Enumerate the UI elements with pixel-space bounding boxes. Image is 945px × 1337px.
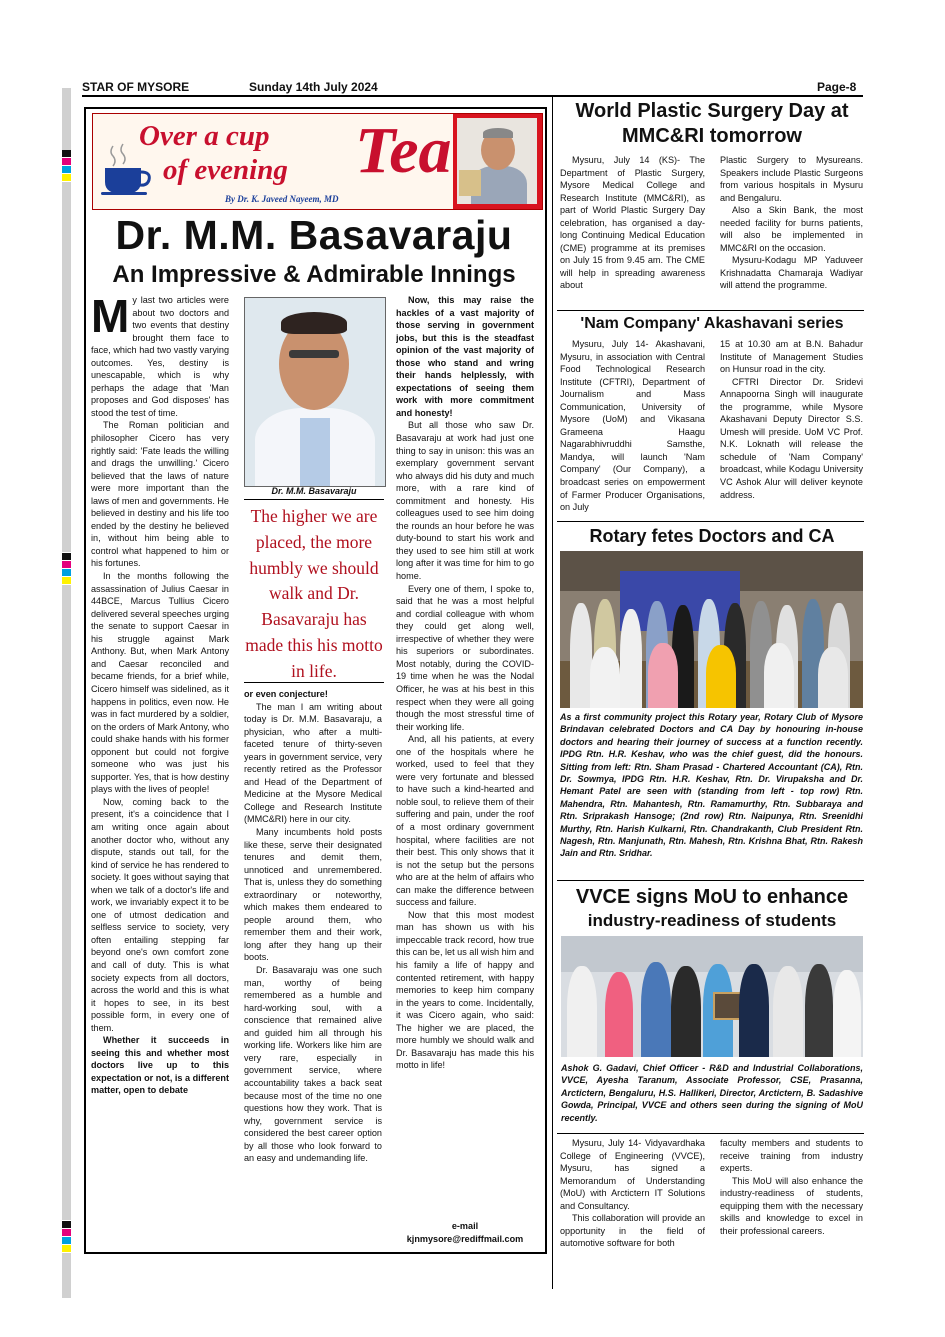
paragraph: CFTRI Director Dr. Sridevi Annapoorna Singh will inaugurate the programme, while Mysore Akashavani Deputy Director S.S. Umesh will preside. UoM VC Prof. N.K. Loknath will release the schedule of 'Nam Company' broadcast, while Kodagu University VC Ashok Alur will deliver keynote address. — [720, 376, 863, 500]
quote-rule — [244, 682, 384, 683]
story2-headline: 'Nam Company' Akashavani series — [580, 315, 844, 332]
paragraph: The man I am writing about today is Dr. M.M. Basavaraju, a physician, who after a multi-faceted tenure of thirty-seven years in government service, very recently retired as the Professor and Head of the Department of Medicine at the Mysore Medical College and Research Institute (MMC&RI) here in our city. — [244, 701, 382, 825]
banner-line1: Over a cup — [139, 120, 270, 152]
paragraph: This MoU will also enhance the industry-readiness of students, equipping them with the necessary skills and knowledge to excel in their professional careers. — [720, 1175, 863, 1236]
paragraph: Now that this most modest man has shown us with his impeccable track record, how true this can be, let us all wish him and his family a life of happy and contented retirement, with happy memories to keep him company in the years to come. Incidentally, it was Cicero again, who said: The higher we are placed, the more humbly we should walk and Dr. Basavaraju has made this his motto in life! — [396, 909, 534, 1071]
portrait-caption: Dr. M.M. Basavaraju — [271, 486, 357, 496]
story4-headline-line1: VVCE signs MoU to enhance — [575, 886, 849, 908]
paragraph: Dr. Basavaraju was one such man, worthy of being remembered as a humble and hard-working soul, with a conscience that remained alive and guided him all through his working life. Workers like him are very rare, especially in government service, where accountability takes a back seat because most of the time no one questions how they work. That is why, government service is considered the best career option by all those who look forward to an easy and undemanding life. — [244, 965, 382, 1164]
story3-caption: As a first community project this Rotary year, Rotary Club of Mysore Brindavan celebrated Doctors and CA Day by honouring in-house doctors and hearing their journey of success at a function recently. IPDG Rtn. H.R. Keshav, who was the chief guest, did the honours. Sitting from left: Rtn. Sham Prasad - Chartered Accountant (CA), Rtn. Dr. Sowmya, IPDG Rtn. H.R. Keshav, Rtn. Dr. Virupaksha and Dr. Hemant Patel are seen with (standing from left - top row) Rtn. Mahendra, Rtn. Mahantesh, Rtn. Ramamurthy, Rtn. Subbaraya and Rtn. Sriprakash Hansoge; (2nd row) Rtn. Naipunya, Rtn. Sreenidhi Murthy, Rtn. Harish Kulkarni, Rtn. Chandrakanth, Club President Rtn. Nagesh, Rtn. Manjunath, Rtn. Mahesh, Rtn. Krishna Bhat, Rtn. Rakesh Jain and Rtn. Sridhar. — [560, 712, 863, 859]
paragraph: Every one of them, I spoke to, said that he was a most helpful and cordial colleague with whom they could get along well, irrespective of whether they were his superiors or subordinates. Most notably, during the COVID-19 time when he was the Nodal Officer, he was at his best in this respect when they were all going though the most stressful time of their working life. — [396, 583, 534, 732]
paragraph: Many incumbents hold posts like these, serve their designated tenures and demit them, unnoticed and unremembered. That is, unless they do something extraordinary or noteworthy, which makes them endeared to people around them, who remember them and their work, long after they hang up their boots. — [244, 827, 382, 963]
paragraph: y last two articles were about two doctors and two events that destiny brought them face to face, which had two vastly varying outcomes. Yes, destiny is unescapable, which is why perhaps the adage that 'Man proposes and God disposes' has stood the test of time. — [91, 295, 229, 418]
paragraph: 15 at 10.30 am at B.N. Bahadur Institute of Management Studies on Hunsur road in the city. — [720, 339, 863, 375]
article-subtitle: An Impressive & Admirable Innings — [112, 261, 516, 288]
issue-date: Sunday 14th July 2024 — [249, 80, 378, 94]
story3-headline: Rotary fetes Doctors and CA — [589, 526, 835, 546]
paragraph: And, all his patients, at every one of the hospitals where he worked, used to feel that they were very fortunate and blessed to have such a kind-hearted and noble soul, to relieve them of their suffering and pain, under the roof of a most ordinary government hospital, where facilities are not their best. This only shows that it is not the setup but the persons who are at the helm of affairs who can make the difference between success and failure. — [396, 734, 534, 908]
mou-signing-photo — [561, 936, 863, 1057]
paragraph: In the months following the assassination of Julius Caesar in 44BCE, Marcus Tullius Cicero delivered several speeches urging the senate to support Caesar in his struggle against Mark Anthony. But, when Mark Antony and Caesar reconciled and became friends, for a brief while, Cicero himself was sidelined, as it happens in politics, even now. He was in fact murdered by a soldier, on the orders of Mark Antony, who could shake hands with his former opponent but could not forgive someone who was just his supporter. Yes, that is how destiny plays with the lives of people! — [91, 571, 229, 795]
email-address[interactable]: kjnmysore@rediffmail.com — [406, 1234, 524, 1244]
article-column-3 — [396, 294, 534, 1219]
story1-right-column — [720, 154, 863, 308]
paragraph: Now, coming back to the present, it's a coincidence that I am writing once again about another doctor who, without any dispute, stands out tall, for the kind of service he has rendered to society. It goes without saying that when we talk of a doctor's life and work, we invariably expect it to be one of utmost dedication and selfless service to society, very often entailing stepping far beyond one's own comfort zone and call of duty. This is what society expects from all doctors, across the world and this is what it hopes to see, in its best possible form, in every one of them. — [91, 796, 229, 1033]
registration-mark-black — [62, 553, 71, 560]
drop-cap: M — [91, 294, 130, 342]
story4-left-column — [560, 1137, 705, 1267]
article-column-2 — [244, 688, 382, 1250]
margin-strip — [62, 585, 71, 1220]
registration-mark-black — [62, 150, 71, 157]
story2-left-column — [560, 338, 705, 520]
paragraph: Mysuru, July 14 (KS)- The Department of Plastic Surgery, Mysore Medical College and Research Institute (MMC&RI), as part of World Plastic Surgery Day celebration, has organised a day-long Continuing Medical Education (CME) programme at its premises on July 15 from 9.45 am. The CME will help in spreading awareness about — [560, 155, 705, 291]
email-label: e-mail — [451, 1221, 479, 1231]
paragraph: Now, this may raise the hackles of a vast majority of those serving in government jobs, but this is the steadfast opinion of the vast majority of those who stand and wring their hands helplessly, with expectations of seeing them work with more commitment and honesty! — [396, 295, 534, 418]
paragraph: Also a Skin Bank, the most needed facility for burns patients, will also be implemented in MMC&RI on the occasion. — [720, 205, 863, 253]
registration-mark-magenta — [62, 561, 71, 568]
story4-caption: Ashok G. Gadavi, Chief Officer - R&D and Industrial Collaborations, VVCE, Ayesha Taranum, Associate Professor, CSE, Prasanna, Arctictern, Bengaluru, H.S. Hallikeri, Director, Arctictern, B. Sadashive Gowda, Principal, VVCE and others seen during the signing of MoU recently. — [561, 1063, 863, 1123]
caption-rule — [244, 499, 384, 500]
story-rule — [557, 521, 864, 522]
registration-mark-cyan — [62, 166, 71, 173]
story4-headline-line2: industry-readiness of students — [587, 911, 837, 930]
story2-right-column — [720, 338, 863, 520]
paragraph: But all those who saw Dr. Basavaraju at work had just one thing to say in unison: this was an exemplary government servant who always did his duty and much more, with a rare kind of commitment and honesty. His colleagues used to see him doing the rounds an hour before he was duty-bound to start his work and they used to see him still at work long after it was time for him to go home. — [396, 420, 534, 582]
pull-quote: The higher we are placed, the more humbly we should walk and Dr. Basavaraju has made this his motto in life. — [245, 506, 383, 681]
story-rule — [557, 310, 864, 311]
margin-strip — [62, 88, 71, 150]
registration-mark-yellow — [62, 174, 71, 181]
registration-mark-black — [62, 1221, 71, 1228]
paragraph: or even conjecture! — [244, 689, 328, 699]
story1-left-column — [560, 154, 705, 308]
byline: By Dr. K. Javeed Nayeem, MD — [225, 194, 339, 204]
story4-right-column — [720, 1137, 863, 1267]
paper-name: STAR OF MYSORE — [82, 80, 190, 94]
portrait-photo — [244, 297, 386, 487]
author-photo — [457, 118, 537, 204]
registration-mark-cyan — [62, 1237, 71, 1244]
paragraph: The Roman politician and philosopher Cicero has very rightly said: 'Fate leads the willing and drags the unwilling.' Cicero believed that the laws of nature were more important than the laws of men and governments. He believed in destiny and his life too ended by the destiny he believed in, without him being able to control what happened to him or his fortunes. — [91, 420, 229, 569]
paragraph: Whether it succeeds in seeing this and whether most doctors live up to this expectation or not, is a different matter, open to debate — [91, 1035, 229, 1096]
registration-mark-yellow — [62, 1245, 71, 1252]
paragraph: Mysuru, July 14- Vidyavardhaka College of Engineering (VVCE), Mysuru, has signed a Memorandum of Understanding (MoU) with Arctictern IT Solutions and Consultancy. — [560, 1138, 705, 1211]
masthead-rule — [82, 95, 863, 97]
paragraph: Mysuru, July 14- Akashavani, Mysuru, in association with Central Food Technological Research Institute (CFTRI), Department of Journalism and Mass Communication, University of Mysore (UoM) and Vikasana Grameena Haagu Nagarabhivruddhi Samsthe, Mandya, will launch 'Nam Company' (Our Company), a broadcast series on empowerment of Farmer Producer Organisations, on July — [560, 339, 705, 513]
column-divider — [552, 97, 553, 1289]
column-banner — [92, 113, 543, 210]
story-rule — [557, 880, 864, 881]
story-rule — [557, 1133, 864, 1134]
margin-strip — [62, 182, 71, 552]
paragraph: This collaboration will provide an opportunity in the field of automotive software for both — [560, 1213, 705, 1249]
tea-cup-icon — [99, 142, 155, 198]
paragraph: Plastic Surgery to Mysureans. Speakers include Plastic Surgeons from various hospitals in Mysuru and Bengaluru. — [720, 155, 863, 203]
banner-tea: Tea — [355, 114, 452, 187]
registration-mark-magenta — [62, 158, 71, 165]
article-title: Dr. M.M. Basavaraju — [115, 212, 513, 258]
registration-mark-yellow — [62, 577, 71, 584]
registration-mark-magenta — [62, 1229, 71, 1236]
margin-strip — [62, 1253, 71, 1298]
banner-line2: of evening — [163, 154, 288, 186]
story1-headline: World Plastic Surgery Day at MMC&RI tomorrow — [575, 100, 849, 147]
article-column-1 — [91, 294, 229, 1250]
paragraph: faculty members and students to receive training from industry experts. — [720, 1138, 863, 1174]
registration-mark-cyan — [62, 569, 71, 576]
paragraph: Mysuru-Kodagu MP Yaduveer Krishnadatta Chamaraja Wadiyar will attend the programme. — [720, 255, 863, 291]
page-number: Page-8 — [817, 80, 857, 94]
rotary-group-photo — [560, 551, 863, 708]
